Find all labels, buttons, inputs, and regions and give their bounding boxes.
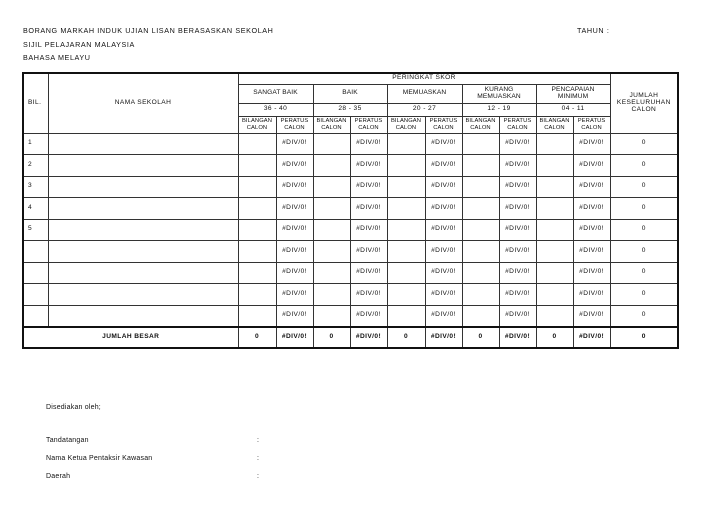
row-bilangan-cell[interactable] [313, 305, 350, 327]
table-row [23, 155, 678, 177]
grade-name-0: SANGAT BAIK [238, 84, 313, 103]
table-row [23, 176, 678, 198]
total-bilangan: 0 [387, 327, 425, 348]
subheader-bilangan-calon: BILANGAN CALON [462, 116, 499, 133]
row-peratus-cell: #DIV/0! [499, 198, 536, 220]
row-total: 0 [610, 219, 678, 241]
grade-range-1: 28 - 35 [313, 103, 387, 116]
row-peratus-cell: #DIV/0! [276, 262, 313, 284]
row-peratus-cell: #DIV/0! [425, 241, 462, 263]
row-peratus-cell: #DIV/0! [276, 198, 313, 220]
row-bilangan-cell[interactable] [238, 284, 276, 306]
subject-name: BAHASA MELAYU [23, 53, 91, 62]
footer-field-label: Daerah [46, 473, 71, 480]
row-peratus-cell: #DIV/0! [350, 284, 387, 306]
footer-field-label: Tandatangan [46, 437, 89, 444]
row-bilangan-cell[interactable] [313, 155, 350, 177]
footer-field-separator: : [257, 473, 260, 480]
row-peratus-cell: #DIV/0! [573, 176, 610, 198]
row-bilangan-cell[interactable] [238, 176, 276, 198]
row-peratus-cell: #DIV/0! [425, 262, 462, 284]
subheader-peratus-calon: PERATUS CALON [276, 116, 313, 133]
row-bilangan-cell[interactable] [462, 176, 499, 198]
row-bilangan-cell[interactable] [313, 133, 350, 155]
row-bilangan-cell[interactable] [536, 133, 573, 155]
row-bilangan-cell[interactable] [387, 176, 425, 198]
total-keseluruhan: 0 [610, 327, 678, 348]
row-nama-sekolah-cell[interactable] [48, 241, 238, 263]
row-peratus-cell: #DIV/0! [350, 219, 387, 241]
subheader-peratus-calon: PERATUS CALON [499, 116, 536, 133]
subheader-bilangan-calon: BILANGAN CALON [536, 116, 573, 133]
row-bilangan-cell[interactable] [387, 198, 425, 220]
subheader-bilangan-calon: BILANGAN CALON [238, 116, 276, 133]
row-peratus-cell: #DIV/0! [425, 176, 462, 198]
row-bilangan-cell[interactable] [313, 176, 350, 198]
row-bilangan-cell[interactable] [536, 219, 573, 241]
row-nama-sekolah-cell[interactable] [48, 198, 238, 220]
row-peratus-cell: #DIV/0! [573, 133, 610, 155]
row-bilangan-cell[interactable] [387, 262, 425, 284]
row-bilangan-cell[interactable] [238, 305, 276, 327]
row-bilangan-cell[interactable] [238, 155, 276, 177]
grade-range-0: 36 - 40 [238, 103, 313, 116]
row-nama-sekolah-cell[interactable] [48, 155, 238, 177]
header-peringkat-skor: PERINGKAT SKOR [238, 73, 610, 84]
row-peratus-cell: #DIV/0! [499, 155, 536, 177]
row-peratus-cell: #DIV/0! [425, 198, 462, 220]
row-peratus-cell: #DIV/0! [425, 155, 462, 177]
jumlah-besar-label: JUMLAH BESAR [23, 327, 238, 348]
exam-name: SIJIL PELAJARAN MALAYSIA [23, 40, 135, 49]
row-total: 0 [610, 133, 678, 155]
row-peratus-cell: #DIV/0! [425, 284, 462, 306]
table-row [23, 198, 678, 220]
row-bilangan-cell[interactable] [238, 133, 276, 155]
row-peratus-cell: #DIV/0! [573, 219, 610, 241]
total-peratus: #DIV/0! [499, 327, 536, 348]
row-bilangan-cell[interactable] [387, 241, 425, 263]
row-bilangan-cell[interactable] [313, 241, 350, 263]
row-peratus-cell: #DIV/0! [350, 198, 387, 220]
grade-range-3: 12 - 19 [462, 103, 536, 116]
row-total: 0 [610, 176, 678, 198]
total-peratus: #DIV/0! [425, 327, 462, 348]
row-peratus-cell: #DIV/0! [573, 284, 610, 306]
row-bilangan-cell[interactable] [462, 219, 499, 241]
header-jumlah-keseluruhan: JUMLAH KESELURUHAN CALON [610, 73, 678, 133]
row-peratus-cell: #DIV/0! [276, 176, 313, 198]
total-peratus: #DIV/0! [573, 327, 610, 348]
row-peratus-cell: #DIV/0! [499, 176, 536, 198]
row-bil: 4 [23, 198, 48, 220]
row-peratus-cell: #DIV/0! [499, 241, 536, 263]
row-peratus-cell: #DIV/0! [425, 305, 462, 327]
table-row [23, 133, 678, 155]
row-peratus-cell: #DIV/0! [573, 198, 610, 220]
row-peratus-cell: #DIV/0! [350, 176, 387, 198]
grade-name-3: KURANG MEMUASKAN [462, 84, 536, 103]
row-bilangan-cell[interactable] [238, 262, 276, 284]
total-bilangan: 0 [536, 327, 573, 348]
row-peratus-cell: #DIV/0! [499, 305, 536, 327]
row-bilangan-cell[interactable] [462, 284, 499, 306]
table-row [23, 284, 678, 306]
row-nama-sekolah-cell[interactable] [48, 176, 238, 198]
total-bilangan: 0 [238, 327, 276, 348]
row-bilangan-cell[interactable] [462, 305, 499, 327]
row-peratus-cell: #DIV/0! [499, 262, 536, 284]
row-peratus-cell: #DIV/0! [573, 241, 610, 263]
row-bilangan-cell[interactable] [536, 262, 573, 284]
row-total: 0 [610, 305, 678, 327]
row-bilangan-cell[interactable] [313, 198, 350, 220]
grade-range-2: 20 - 27 [387, 103, 462, 116]
footer-field-separator: : [257, 455, 260, 462]
total-peratus: #DIV/0! [350, 327, 387, 348]
table-row [23, 262, 678, 284]
table-row [23, 219, 678, 241]
row-bilangan-cell[interactable] [536, 284, 573, 306]
row-bilangan-cell[interactable] [536, 176, 573, 198]
row-peratus-cell: #DIV/0! [350, 305, 387, 327]
row-peratus-cell: #DIV/0! [499, 284, 536, 306]
row-peratus-cell: #DIV/0! [350, 155, 387, 177]
footer-field-separator: : [257, 437, 260, 444]
row-bilangan-cell[interactable] [313, 262, 350, 284]
row-bil: 3 [23, 176, 48, 198]
row-peratus-cell: #DIV/0! [573, 305, 610, 327]
row-peratus-cell: #DIV/0! [425, 219, 462, 241]
header-bil: BIL. [23, 73, 48, 133]
row-bil [23, 284, 48, 306]
header-nama-sekolah: NAMA SEKOLAH [48, 73, 238, 133]
row-peratus-cell: #DIV/0! [350, 241, 387, 263]
total-peratus: #DIV/0! [276, 327, 313, 348]
subheader-peratus-calon: PERATUS CALON [573, 116, 610, 133]
row-bilangan-cell[interactable] [536, 241, 573, 263]
subheader-bilangan-calon: BILANGAN CALON [313, 116, 350, 133]
total-row [23, 327, 678, 348]
row-bil: 2 [23, 155, 48, 177]
row-peratus-cell: #DIV/0! [499, 133, 536, 155]
table-row [23, 241, 678, 263]
row-peratus-cell: #DIV/0! [573, 155, 610, 177]
row-bilangan-cell[interactable] [536, 155, 573, 177]
row-total: 0 [610, 262, 678, 284]
score-table [22, 72, 679, 349]
total-bilangan: 0 [462, 327, 499, 348]
row-peratus-cell: #DIV/0! [499, 219, 536, 241]
row-peratus-cell: #DIV/0! [350, 262, 387, 284]
row-peratus-cell: #DIV/0! [573, 262, 610, 284]
row-nama-sekolah-cell[interactable] [48, 133, 238, 155]
row-bilangan-cell[interactable] [313, 219, 350, 241]
row-bil [23, 305, 48, 327]
form-title: BORANG MARKAH INDUK UJIAN LISAN BERASASKAN SEKOLAH [23, 26, 274, 35]
grade-name-4: PENCAPAIAN MINIMUM [536, 84, 610, 103]
row-bil: 5 [23, 219, 48, 241]
row-bil [23, 241, 48, 263]
subheader-peratus-calon: PERATUS CALON [350, 116, 387, 133]
row-bilangan-cell[interactable] [536, 198, 573, 220]
row-peratus-cell: #DIV/0! [425, 133, 462, 155]
row-peratus-cell: #DIV/0! [276, 305, 313, 327]
row-bilangan-cell[interactable] [387, 133, 425, 155]
row-total: 0 [610, 155, 678, 177]
row-peratus-cell: #DIV/0! [276, 219, 313, 241]
footer-field-label: Nama Ketua Pentaksir Kawasan [46, 455, 153, 462]
row-bilangan-cell[interactable] [313, 284, 350, 306]
row-peratus-cell: #DIV/0! [276, 133, 313, 155]
row-nama-sekolah-cell[interactable] [48, 305, 238, 327]
row-nama-sekolah-cell[interactable] [48, 284, 238, 306]
row-total: 0 [610, 198, 678, 220]
tahun-label: TAHUN : [577, 26, 610, 35]
subheader-peratus-calon: PERATUS CALON [425, 116, 462, 133]
row-bilangan-cell[interactable] [462, 262, 499, 284]
row-bilangan-cell[interactable] [387, 284, 425, 306]
row-bilangan-cell[interactable] [462, 198, 499, 220]
prepared-by-label: Disediakan oleh; [46, 404, 101, 411]
row-bilangan-cell[interactable] [238, 241, 276, 263]
table-row [23, 305, 678, 327]
grade-range-4: 04 - 11 [536, 103, 610, 116]
grade-name-2: MEMUASKAN [387, 84, 462, 103]
row-bilangan-cell[interactable] [387, 219, 425, 241]
row-nama-sekolah-cell[interactable] [48, 219, 238, 241]
row-total: 0 [610, 241, 678, 263]
grade-name-1: BAIK [313, 84, 387, 103]
row-nama-sekolah-cell[interactable] [48, 262, 238, 284]
row-bilangan-cell[interactable] [238, 219, 276, 241]
row-peratus-cell: #DIV/0! [276, 284, 313, 306]
row-bilangan-cell[interactable] [462, 241, 499, 263]
row-bilangan-cell[interactable] [238, 198, 276, 220]
row-bil [23, 262, 48, 284]
row-bil: 1 [23, 133, 48, 155]
row-bilangan-cell[interactable] [536, 305, 573, 327]
row-peratus-cell: #DIV/0! [350, 133, 387, 155]
row-bilangan-cell[interactable] [387, 155, 425, 177]
row-peratus-cell: #DIV/0! [276, 241, 313, 263]
total-bilangan: 0 [313, 327, 350, 348]
subheader-bilangan-calon: BILANGAN CALON [387, 116, 425, 133]
row-bilangan-cell[interactable] [387, 305, 425, 327]
row-bilangan-cell[interactable] [462, 133, 499, 155]
row-bilangan-cell[interactable] [462, 155, 499, 177]
row-peratus-cell: #DIV/0! [276, 155, 313, 177]
row-total: 0 [610, 284, 678, 306]
